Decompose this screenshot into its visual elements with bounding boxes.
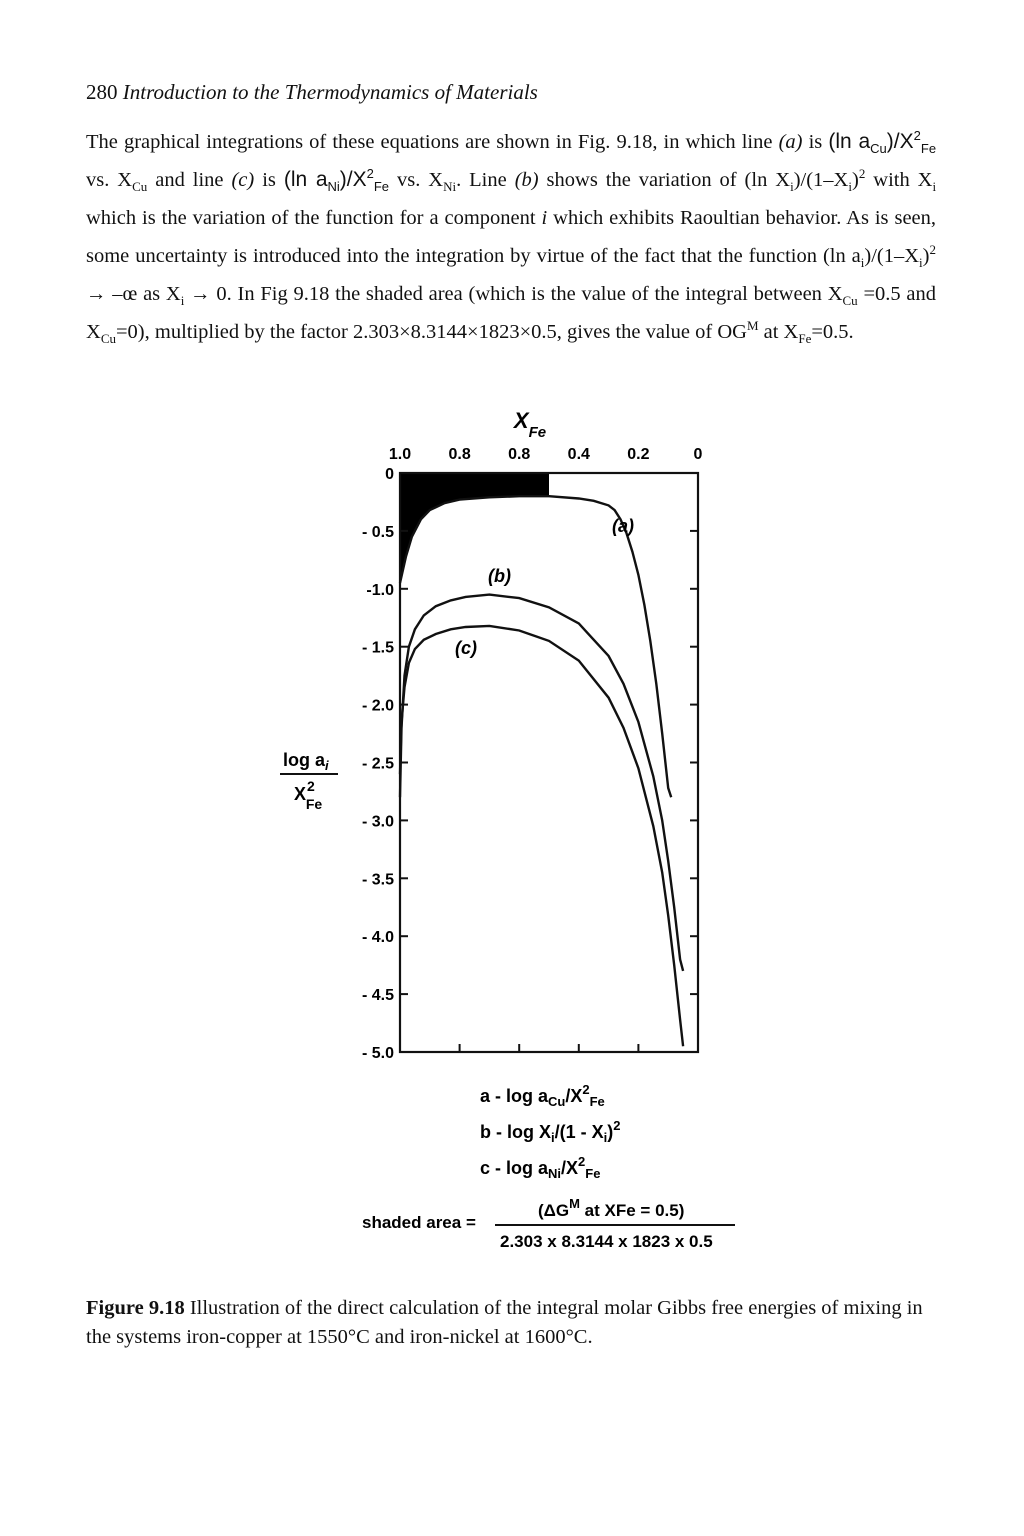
- svg-text:log ai: $\log a_i$: [283, 750, 329, 773]
- text-run: is: [808, 131, 823, 153]
- figure-caption: [86, 1294, 946, 1352]
- text-run: which is the variation of the function for a component: [86, 207, 536, 229]
- curve-b-label: (b): [488, 566, 511, 586]
- x-tick-label: 0.8: [448, 446, 471, 463]
- text-run: vs. X: [86, 169, 133, 191]
- curve-c: [400, 626, 683, 1046]
- text-run: is: [262, 169, 276, 191]
- legend-a: a - $\log a_{Cu}/X^2_{Fe}$: [480, 1082, 605, 1109]
- y-tick-label: - 1.5: [361, 639, 394, 657]
- x-axis-title: $X_{Fe}$: [513, 408, 547, 441]
- caption-text: Illustration of the direct calculation of the integral molar Gibbs free energies of mixing in the systems iron-copper at 1550°C and iron-nickel at 1600°C.: [86, 1297, 923, 1348]
- book-title: Introduction to the Thermodynamics of Materials: [122, 80, 538, 104]
- x-tick-label: 0.2: [627, 446, 650, 463]
- y-tick-label: - 4.5: [361, 987, 394, 1005]
- axis-ticks: [400, 473, 698, 1052]
- body-paragraph: The graphical integrations of these equations are shown in Fig. 9.18, in which line (a) is (ln $a_{Cu})/X^2_{Fe}$ vs. $X_{Cu}$ and line (c) is (ln $a_{Ni})/X^2_{Fe}$ vs. $X_{Ni}$. Line (b) shows the variation of (ln $X_i)/(1-X_i)^2$ with $X_i$ which is the variation of the function for a component i which exhibits Raoultian behavior. As is seen, some uncertainty is introduced into the integration by virtue of the fact that the function (ln $a_i)/(1-X_i)^2$ → –œ as $X_i \to 0$. In Fig 9.18 the shaded area (which is the value of the integral between $X_{Cu} =0.5$ and $X_{Cu}=0$), multiplied by the factor 2.303×8.3144×1823×0.5, gives the value of $OG^M$ at $X_{Fe}=0.5$.: [86, 128, 937, 347]
- text-run: and line: [155, 169, 224, 191]
- line-a-ref: (a): [778, 131, 803, 153]
- y-tick-label: -1.0: [366, 581, 394, 599]
- svg-text:X2Fe: $X^2$ Fe: [294, 778, 323, 812]
- text-run: → –œ as X: [86, 283, 181, 305]
- y-tick-label: - 4.0: [361, 929, 394, 947]
- plot-frame: [400, 473, 698, 1052]
- y-tick-label: 0: [385, 466, 394, 483]
- text-run: which exhibits Raoultian behavior. As is seen, some uncertainty is introduced into the integration by virtue of the fact that the function (ln a: [86, 207, 937, 267]
- x-tick-label: 0: [693, 446, 703, 463]
- curve-b: [400, 595, 683, 971]
- x-tick-labels: [389, 446, 703, 463]
- y-tick-labels: [362, 466, 394, 1062]
- text-run: → 0. In Fig 9.18 the shaded area (which is the value of the integral between X: [190, 283, 843, 305]
- x-tick-label: 1.0: [388, 446, 412, 463]
- y-tick-label: - 2.5: [361, 755, 394, 773]
- text-run: The graphical integrations of these equations are shown in Fig. 9.18, in which line: [86, 131, 773, 153]
- legend: [480, 1082, 621, 1181]
- curve-c-label: (c): [455, 638, 477, 658]
- svg-text:(ΔGM at XFe = 0.5): ($\Delta G^M$ at XFe = 0.5): [538, 1196, 685, 1220]
- legend-c: c - $\log a_{Ni}/X^2_{Fe}$: [480, 1154, 601, 1181]
- shaded-area: [400, 473, 549, 583]
- y-tick-label: - 3.0: [361, 813, 394, 831]
- y-tick-label: - 3.5: [361, 871, 394, 889]
- y-tick-label: - 2.0: [361, 697, 394, 715]
- line-b-ref: (b): [514, 169, 539, 191]
- text-run: vs. X: [396, 169, 444, 191]
- legend-b: b - $\log X_i/(1 - X_i)^2$: [480, 1118, 621, 1145]
- line-c-ref: (c): [231, 169, 255, 191]
- caption-label: Figure 9.18: [86, 1297, 185, 1319]
- y-axis-label: [280, 750, 338, 812]
- text-run: shows the variation of (ln X: [546, 169, 791, 191]
- curve-a: [400, 496, 671, 797]
- x-tick-label: 0.8: [508, 446, 531, 463]
- text-run: =0.5 and X: [86, 283, 936, 343]
- expr-a: (ln $a_{Cu})/X^2_{Fe}$: [828, 128, 937, 157]
- text-run: at X: [763, 321, 799, 343]
- x-tick-label: 0.4: [567, 446, 590, 463]
- curve-a-label: (a): [612, 516, 634, 536]
- text-run: with X: [873, 169, 933, 191]
- svg-text:shaded area =: shaded area =: [362, 1213, 476, 1232]
- expr-c: (ln $a_{Ni})/X^2_{Fe}$: [283, 166, 390, 195]
- y-tick-label: - 5.0: [361, 1045, 394, 1062]
- page-number: 280: [86, 80, 118, 104]
- svg-text:2.303 x 8.3144 x 1823 x 0.5: 2.303 x 8.3144 x 1823 x 0.5: [500, 1232, 713, 1251]
- shaded-area-formula: [362, 1196, 735, 1251]
- y-tick-label: - 0.5: [361, 523, 394, 541]
